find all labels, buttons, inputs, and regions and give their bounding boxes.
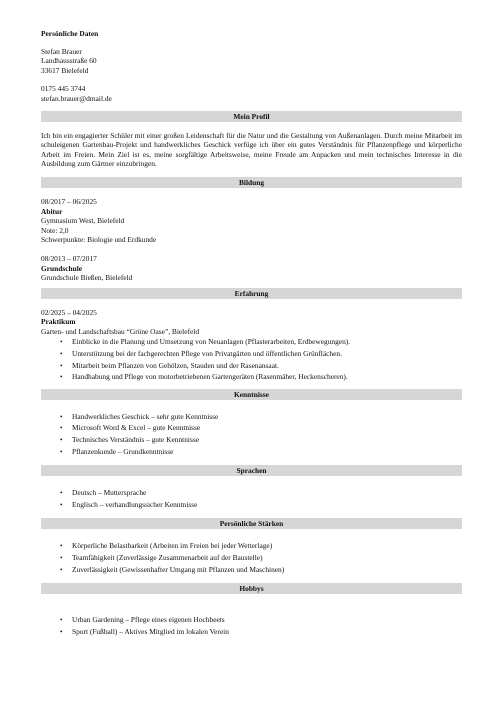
list-item: • Pflanzenkunde – Grundkenntnisse <box>41 447 462 457</box>
education-dates: 08/2017 – 06/2025 <box>41 196 97 206</box>
section-strengths-heading: Persönliche Stärken <box>41 518 462 529</box>
profile-text: Ich bin ein engagierter Schüler mit einer großen Leidenschaft für die Natur und die Gestaltung von Außenanlagen. Durch meine Mitarbeit im schuleigenen Gartenbau-Projekt und handwerkliches Geschick verfüge ich über ein gutes Verständnis für Pflanzenpflege und körperliche Arbeit im Freien. Mein Ziel ist es, meine sorgfältige Arbeitsweise, meine Freude am Anpacken und mein technisches Interesse in die Ausbildung zum Gärtner einzubringen. <box>41 130 462 169</box>
strengths-bullet-list <box>41 541 462 574</box>
person-city: 33617 Bielefeld <box>41 65 89 75</box>
list-item: • Teamfähigkeit (Zuverlässige Zusammenarbeit auf der Baustelle) <box>41 553 462 563</box>
list-item: • Urban Gardening – Pflege eines eigenen Hochbeets <box>41 615 462 625</box>
list-item: • Sport (Fußball) – Aktives Mitglied im lokalen Verein <box>41 627 462 637</box>
list-item: • Deutsch – Muttersprache <box>41 488 462 498</box>
education-line: Note: 2,0 <box>41 225 69 235</box>
person-name: Stefan Brauer <box>41 46 82 56</box>
list-item: • Mitarbeit beim Pflanzen von Gehölzen, Stauden und der Rasenansaat. <box>41 361 462 371</box>
list-item: • Englisch – verhandlungssicher Kenntnisse <box>41 500 462 510</box>
skills-bullet-list <box>41 412 462 456</box>
list-item: • Unterstützung bei der fachgerechten Pflege von Privatgärten und öffentlichen Grünflächen. <box>41 349 462 359</box>
section-skills-heading: Kenntnisse <box>41 389 462 400</box>
education-dates: 08/2013 – 07/2017 <box>41 253 97 263</box>
education-line: Schwerpunkte: Biologie und Erdkunde <box>41 235 157 245</box>
experience-bullet-list <box>41 337 462 381</box>
education-entry-abitur <box>41 197 462 245</box>
section-hobbies-heading: Hobbys <box>41 583 462 594</box>
section-experience-heading: Erfahrung <box>41 288 462 299</box>
list-item: • Microsoft Word & Excel – gute Kenntnisse <box>41 423 462 433</box>
personal-block <box>41 47 462 104</box>
education-title: Abitur <box>41 206 63 216</box>
hobbies-bullet-list <box>41 615 462 636</box>
experience-dates: 02/2025 – 04/2025 <box>41 307 97 317</box>
person-email: stefan.brauer@dmail.de <box>41 93 112 103</box>
experience-title: Praktikum <box>41 317 76 327</box>
education-entry-grundschule <box>41 254 462 283</box>
section-languages-heading: Sprachen <box>41 465 462 476</box>
education-title: Grundschule <box>41 263 83 273</box>
list-item: • Handhabung und Pflege von motorbetriebenen Gartengeräten (Rasenmäher, Heckenscheren). <box>41 372 462 382</box>
education-line: Gymnasium West, Bielefeld <box>41 216 125 226</box>
education-line: Grundschule Bießen, Bielefeld <box>41 273 133 283</box>
section-education-heading: Bildung <box>41 177 462 188</box>
cv-page <box>41 0 462 636</box>
list-item: • Handwerkliches Geschick – sehr gute Kenntnisse <box>41 412 462 422</box>
languages-bullet-list <box>41 488 462 509</box>
personal-heading: Persönliche Daten <box>41 29 99 38</box>
list-item: • Zuverlässigkeit (Gewissenhafter Umgang mit Pflanzen und Maschinen) <box>41 565 462 575</box>
list-item: • Technisches Verständnis – gute Kenntnisse <box>41 435 462 445</box>
person-street: Landhausstraße 60 <box>41 56 97 66</box>
experience-company: Garten- und Landschaftsbau “Grüne Oase”, Bielefeld <box>41 326 200 336</box>
person-phone: 0175 445 3744 <box>41 84 86 94</box>
list-item: • Körperliche Belastbarkeit (Arbeiten im Freien bei jeder Wetterlage) <box>41 541 462 551</box>
list-item: • Einblicke in die Planung und Umsetzung von Neuanlagen (Pflasterarbeiten, Erdbewegungen). <box>41 337 462 347</box>
section-profile-heading: Mein Profil <box>41 111 462 122</box>
experience-entry <box>41 308 462 382</box>
